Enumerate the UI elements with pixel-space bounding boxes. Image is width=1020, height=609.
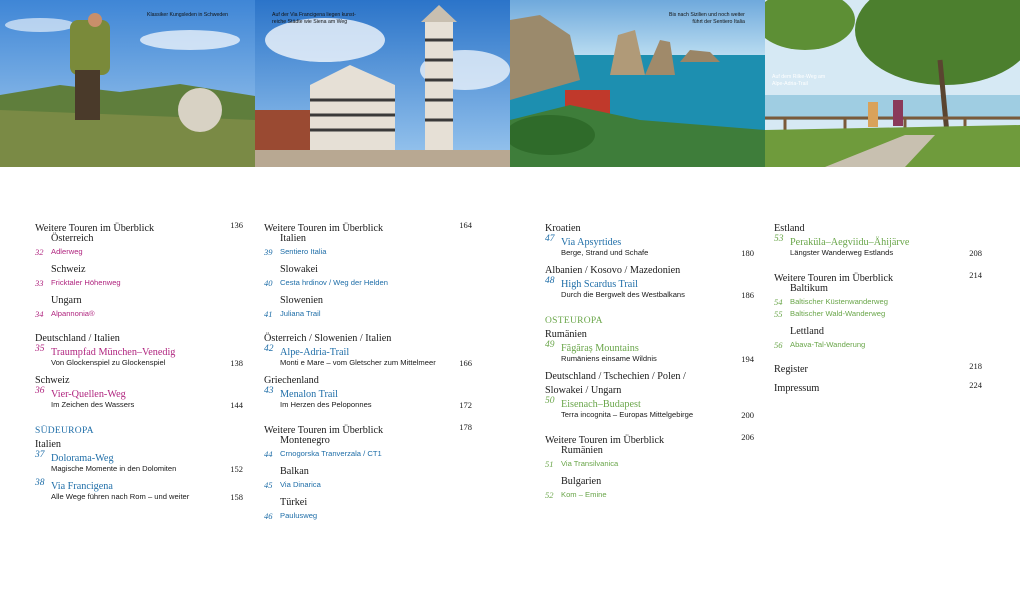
toc-heading-title: Weitere Touren im Überblick bbox=[774, 273, 894, 284]
toc-tour-40[interactable] bbox=[264, 277, 472, 289]
tour-number: 36 bbox=[35, 386, 45, 396]
toc-country: Rumänien bbox=[561, 445, 603, 456]
toc-column-2 bbox=[264, 218, 472, 522]
toc-impressum-title: Impressum bbox=[774, 383, 820, 394]
tour-number: 53 bbox=[774, 234, 784, 244]
tour-description: Alle Wege führen nach Rom – und weiter bbox=[51, 492, 190, 501]
toc-tour-54[interactable] bbox=[774, 296, 982, 308]
tour-number: 34 bbox=[35, 309, 44, 319]
tour-name: Abava-Tal-Wanderung bbox=[790, 340, 866, 349]
toc-heading: Rumänien bbox=[545, 329, 587, 340]
toc-tour-45[interactable] bbox=[264, 479, 472, 491]
toc-tour-37[interactable] bbox=[35, 448, 243, 462]
page-number: 206 bbox=[741, 432, 754, 442]
page-number: 224 bbox=[969, 380, 982, 390]
tour-number: 50 bbox=[545, 396, 555, 406]
page-number: 144 bbox=[230, 400, 243, 410]
tour-name: Vier-Quellen-Weg bbox=[51, 389, 126, 400]
toc-heading-title: Weitere Touren im Überblick bbox=[545, 435, 665, 446]
toc-country: Slowenien bbox=[280, 295, 324, 306]
toc-column-4 bbox=[774, 218, 982, 392]
toc-country: Schweiz bbox=[51, 264, 86, 275]
page-number: 166 bbox=[459, 358, 472, 368]
tour-number: 35 bbox=[35, 344, 45, 354]
tour-description: Berge, Strand und Schafe bbox=[561, 248, 649, 257]
photo-caption-4: Auf dem Rilke-Weg am Alpe-Adria-Trail bbox=[772, 74, 826, 87]
toc-tour-52[interactable] bbox=[545, 489, 754, 501]
tour-name: High Scardus Trail bbox=[561, 279, 638, 290]
toc-impressum[interactable] bbox=[774, 378, 982, 392]
toc-tour-36[interactable] bbox=[35, 384, 243, 398]
tour-number: 55 bbox=[774, 309, 783, 319]
toc-country: Ungarn bbox=[51, 295, 82, 306]
toc-tour-34[interactable] bbox=[35, 308, 243, 320]
page-number: 136 bbox=[230, 220, 243, 230]
tour-description: Längster Wanderweg Estlands bbox=[790, 248, 894, 257]
toc-country: Montenegro bbox=[280, 435, 330, 446]
toc-country: Österreich bbox=[51, 233, 94, 244]
tour-name: Fricktaler Höhenweg bbox=[51, 278, 121, 287]
tour-number: 51 bbox=[545, 459, 554, 469]
page-number: 200 bbox=[741, 410, 754, 420]
toc-tour-39[interactable] bbox=[264, 246, 472, 258]
page-number: 172 bbox=[459, 400, 472, 410]
toc-heading: Österreich / Slowenien / Italien bbox=[264, 333, 392, 344]
photo-caption-1: Klassiker Kungsleden in Schweden bbox=[147, 12, 229, 18]
toc-tour-38[interactable] bbox=[35, 476, 243, 490]
tour-name: Alpannonia® bbox=[51, 309, 95, 318]
toc-tour-35[interactable] bbox=[35, 342, 243, 356]
page-number: 178 bbox=[459, 422, 472, 432]
tour-number: 47 bbox=[545, 234, 555, 244]
region-heading: SÜDEUROPA bbox=[35, 426, 94, 436]
toc-heading: Kroatien bbox=[545, 223, 581, 234]
page-number: 152 bbox=[230, 464, 243, 474]
tour-number: 56 bbox=[774, 340, 783, 350]
toc-heading-title: Weitere Touren im Überblick bbox=[264, 425, 384, 436]
toc-country: Slowakei bbox=[280, 264, 318, 275]
tour-number: 40 bbox=[264, 278, 273, 288]
toc-tour-43[interactable] bbox=[264, 384, 472, 398]
photo-caption-3: Bis nach Sizilien und noch weiter führt der Sentiero Italia bbox=[669, 12, 745, 25]
page-number: 218 bbox=[969, 361, 982, 371]
toc-heading: Schweiz bbox=[35, 375, 70, 386]
toc-country: Italien bbox=[280, 233, 307, 244]
tour-name: Baltischer Küstenwanderweg bbox=[790, 297, 888, 306]
toc-heading-title: Weitere Touren im Überblick bbox=[264, 223, 384, 234]
toc-heading: Italien bbox=[35, 439, 62, 450]
toc-column-1 bbox=[35, 218, 243, 504]
toc-tour-48[interactable] bbox=[545, 274, 754, 288]
toc-heading: Deutschland / Tschechien / Polen / bbox=[545, 371, 686, 382]
toc-tour-47[interactable] bbox=[545, 232, 754, 246]
tour-number: 41 bbox=[264, 309, 273, 319]
tour-number: 44 bbox=[264, 449, 273, 459]
toc-tour-50[interactable] bbox=[545, 394, 754, 408]
tour-number: 46 bbox=[264, 511, 273, 521]
tour-name: Eisenach–Budapest bbox=[561, 399, 641, 410]
toc-tour-44[interactable] bbox=[264, 448, 472, 460]
tour-number: 39 bbox=[264, 247, 273, 257]
toc-heading: Estland bbox=[774, 223, 805, 234]
tour-description: Von Glockenspiel zu Glockenspiel bbox=[51, 358, 166, 367]
toc-heading: Griechenland bbox=[264, 375, 319, 386]
tour-name: Via Dinarica bbox=[280, 480, 321, 489]
tour-description: Magische Momente in den Dolomiten bbox=[51, 464, 177, 473]
tour-name: Făgăraș Mountains bbox=[561, 343, 639, 354]
toc-tour-49[interactable] bbox=[545, 338, 754, 352]
toc-tour-51[interactable] bbox=[545, 458, 754, 470]
toc-tour-46[interactable] bbox=[264, 510, 472, 522]
tour-number: 38 bbox=[35, 478, 45, 488]
toc-heading: Deutschland / Italien bbox=[35, 333, 120, 344]
tour-name: Paulusweg bbox=[280, 511, 318, 520]
tour-name: Kom – Emine bbox=[561, 490, 607, 499]
toc-country: Türkei bbox=[280, 497, 308, 508]
photo-kungsleden bbox=[0, 0, 255, 167]
toc-register[interactable] bbox=[774, 359, 982, 373]
tour-description: Im Zeichen des Wassers bbox=[51, 400, 135, 409]
tour-name: Traumpfad München–Venedig bbox=[51, 347, 176, 358]
region-heading: OSTEUROPA bbox=[545, 316, 603, 326]
toc-heading: Albanien / Kosovo / Mazedonien bbox=[545, 265, 681, 276]
tour-number: 48 bbox=[545, 276, 555, 286]
photo-caption-2: Auf der Via Francigena liegen kunst- reiche Städte wie Siena am Weg bbox=[272, 12, 356, 25]
page-number: 186 bbox=[741, 290, 754, 300]
toc-tour-41[interactable] bbox=[264, 308, 472, 320]
tour-description: Terra incognita – Europas Mittelgebirge bbox=[561, 410, 694, 419]
toc-country: Lettland bbox=[790, 326, 824, 337]
page-number: 208 bbox=[969, 248, 982, 258]
toc-heading: Slowakei / Ungarn bbox=[545, 385, 622, 396]
toc-heading-title: Weitere Touren im Überblick bbox=[35, 223, 155, 234]
tour-name: Alpe-Adria-Trail bbox=[280, 347, 350, 358]
tour-number: 52 bbox=[545, 490, 554, 500]
tour-name: Crnogorska Tranverzala / CT1 bbox=[280, 449, 382, 458]
toc-column-3 bbox=[545, 218, 754, 501]
tour-description: Rumäniens einsame Wildnis bbox=[561, 354, 657, 363]
tour-name: Menalon Trail bbox=[280, 389, 339, 400]
tour-number: 43 bbox=[264, 386, 274, 396]
toc-register-title: Register bbox=[774, 364, 808, 375]
tour-number: 33 bbox=[35, 278, 44, 288]
page-number: 180 bbox=[741, 248, 754, 258]
tour-number: 42 bbox=[264, 344, 274, 354]
tour-name: Baltischer Wald-Wanderweg bbox=[790, 309, 886, 318]
tour-name: Sentiero Italia bbox=[280, 247, 327, 256]
tour-number: 45 bbox=[264, 480, 273, 490]
toc-tour-55[interactable] bbox=[774, 308, 982, 320]
tour-number: 32 bbox=[35, 247, 44, 257]
page-number: 164 bbox=[459, 220, 472, 230]
tour-number: 37 bbox=[35, 450, 45, 460]
toc-tour-32[interactable] bbox=[35, 246, 243, 258]
toc-tour-33[interactable] bbox=[35, 277, 243, 289]
tour-number: 54 bbox=[774, 297, 783, 307]
toc-heading bbox=[35, 218, 243, 232]
tour-name: Cesta hrdinov / Weg der Helden bbox=[280, 278, 388, 287]
tour-name: Via Transilvanica bbox=[561, 459, 619, 468]
toc-tour-56[interactable] bbox=[774, 339, 982, 351]
toc-country: Baltikum bbox=[790, 283, 828, 294]
toc-tour-42[interactable] bbox=[264, 342, 472, 356]
page-number: 158 bbox=[230, 492, 243, 502]
page-number: 138 bbox=[230, 358, 243, 368]
tour-name: Peraküla–Aegviidu–Ähijärve bbox=[790, 237, 910, 248]
tour-name: Adlerweg bbox=[51, 247, 83, 256]
tour-number: 49 bbox=[545, 340, 555, 350]
tour-description: Monti e Mare – vom Gletscher zum Mittelmeer bbox=[280, 358, 436, 367]
toc-tour-53[interactable] bbox=[774, 232, 982, 246]
toc-country: Balkan bbox=[280, 466, 309, 477]
page-number: 214 bbox=[969, 270, 982, 280]
toc-country: Bulgarien bbox=[561, 476, 602, 487]
tour-description: Im Herzen des Peloponnes bbox=[280, 400, 372, 409]
tour-description: Durch die Bergwelt des Westbalkans bbox=[561, 290, 685, 299]
tour-name: Juliana Trail bbox=[280, 309, 321, 318]
tour-name: Dolorama-Weg bbox=[51, 453, 114, 464]
tour-name: Via Apsyrtides bbox=[561, 237, 622, 248]
page-number: 194 bbox=[741, 354, 754, 364]
tour-name: Via Francigena bbox=[51, 481, 113, 492]
